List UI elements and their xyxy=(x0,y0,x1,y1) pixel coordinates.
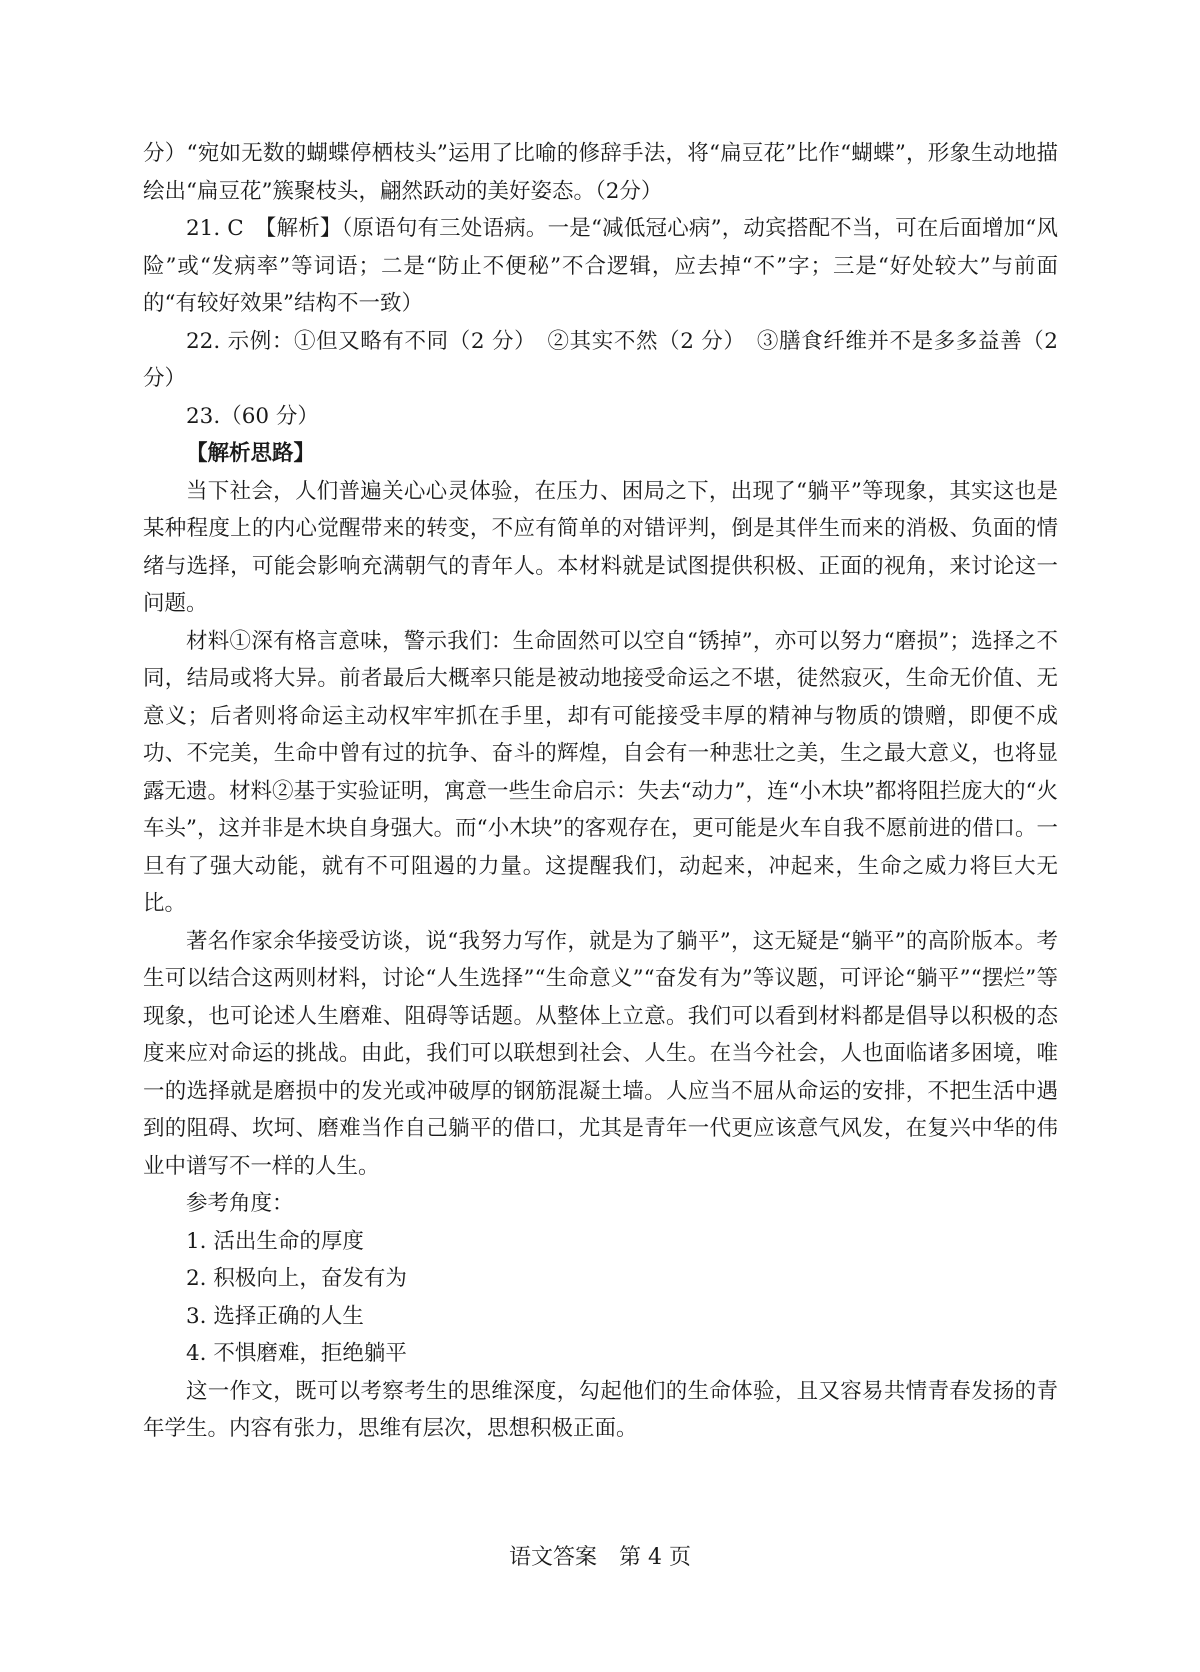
reference-angle: 3. 选择正确的人生 xyxy=(186,1303,364,1329)
q20-continuation: 分）“宛如无数的蝴蝶停栖枝头”运用了比喻的修辞手法，将“扁豆花”比作“蝴蝶”，形象生动地描绘出“扁豆花”簇聚枝头，翩然跃动的美好姿态。（2分） xyxy=(143,141,1058,204)
analysis-paragraph: 当下社会，人们普遍关心心灵体验，在压力、困局之下，出现了“躺平”等现象，其实这也是某种程度上的内心觉醒带来的转变，不应有简单的对错评判，倒是其伴生而来的消极、负面的情绪与选择，可能会影响充满朝气的青年人。本材料就是试图提供积极、正面的视角，来讨论这一问题。 xyxy=(143,478,1058,616)
reference-angle: 2. 积极向上，奋发有为 xyxy=(186,1266,407,1291)
q21-answer: 21. C 【解析】（原语句有三处语病。一是“减低冠心病”，动宾搭配不当，可在后面增加“风险”或“发病率”等词语；二是“防止不便秘”不合逻辑，应去掉“不”字；三是“好处较大”与前面的“有较好效果”结构不一致） xyxy=(143,216,1058,316)
q23-title: 23.（60 分） xyxy=(186,403,319,429)
analysis-heading: 【解析思路】 xyxy=(186,441,316,466)
reference-heading: 参考角度： xyxy=(186,1191,294,1216)
reference-angle: 1. 活出生命的厚度 xyxy=(186,1228,364,1254)
reference-angle: 4. 不惧磨难，拒绝躺平 xyxy=(186,1341,407,1366)
analysis-paragraph: 材料①深有格言意味，警示我们：生命固然可以空自“锈掉”，亦可以努力“磨损”；选择之不同，结局或将大异。前者最后大概率只能是被动地接受命运之不堪，徒然寂灭，生命无价值、无意义；后者则将命运主动权牢牢抓在手里，却有可能接受丰厚的精神与物质的馈赠，即便不成功、不完美，生命中曾有过的抗争、奋斗的辉煌，自会有一种悲壮之美，生之最大意义，也将显露无遗。材料②基于实验证明，寓意一些生命启示：失去“动力”，连“小木块”都将阻拦庞大的“火车头”，这并非是木块自身强大。而“小木块”的客观存在，更可能是火车自我不愿前进的借口。一旦有了强大动能，就有不可阻遏的力量。这提醒我们，动起来，冲起来，生命之威力将巨大无比。 xyxy=(143,628,1058,916)
answer-page xyxy=(143,135,1058,1448)
q22-answer: 22. 示例：①但又略有不同（2 分） ②其实不然（2 分） ③膳食纤维并不是多多益善（2 分） xyxy=(143,328,1058,391)
closing-paragraph: 这一作文，既可以考察考生的思维深度，勾起他们的生命体验，且又容易共情青春发扬的青年学生。内容有张力，思维有层次，思想积极正面。 xyxy=(143,1378,1058,1441)
analysis-paragraph: 著名作家余华接受访谈，说“我努力写作，就是为了躺平”，这无疑是“躺平”的高阶版本。考生可以结合这两则材料，讨论“人生选择”“生命意义”“奋发有为”等议题，可评论“躺平”“摆烂”等现象，也可论述人生磨难、阻碍等话题。从整体上立意。我们可以看到材料都是倡导以积极的态度来应对命运的挑战。由此，我们可以联想到社会、人生。在当今社会，人也面临诸多困境，唯一的选择就是磨损中的发光或冲破厚的钢筋混凝土墙。人应当不屈从命运的安排，不把生活中遇到的阻碍、坎坷、磨难当作自己躺平的借口，尤其是青年一代更应该意气风发，在复兴中华的伟业中谱写不一样的人生。 xyxy=(143,928,1058,1179)
page-footer: 语文答案 第 4 页 xyxy=(509,1545,691,1570)
